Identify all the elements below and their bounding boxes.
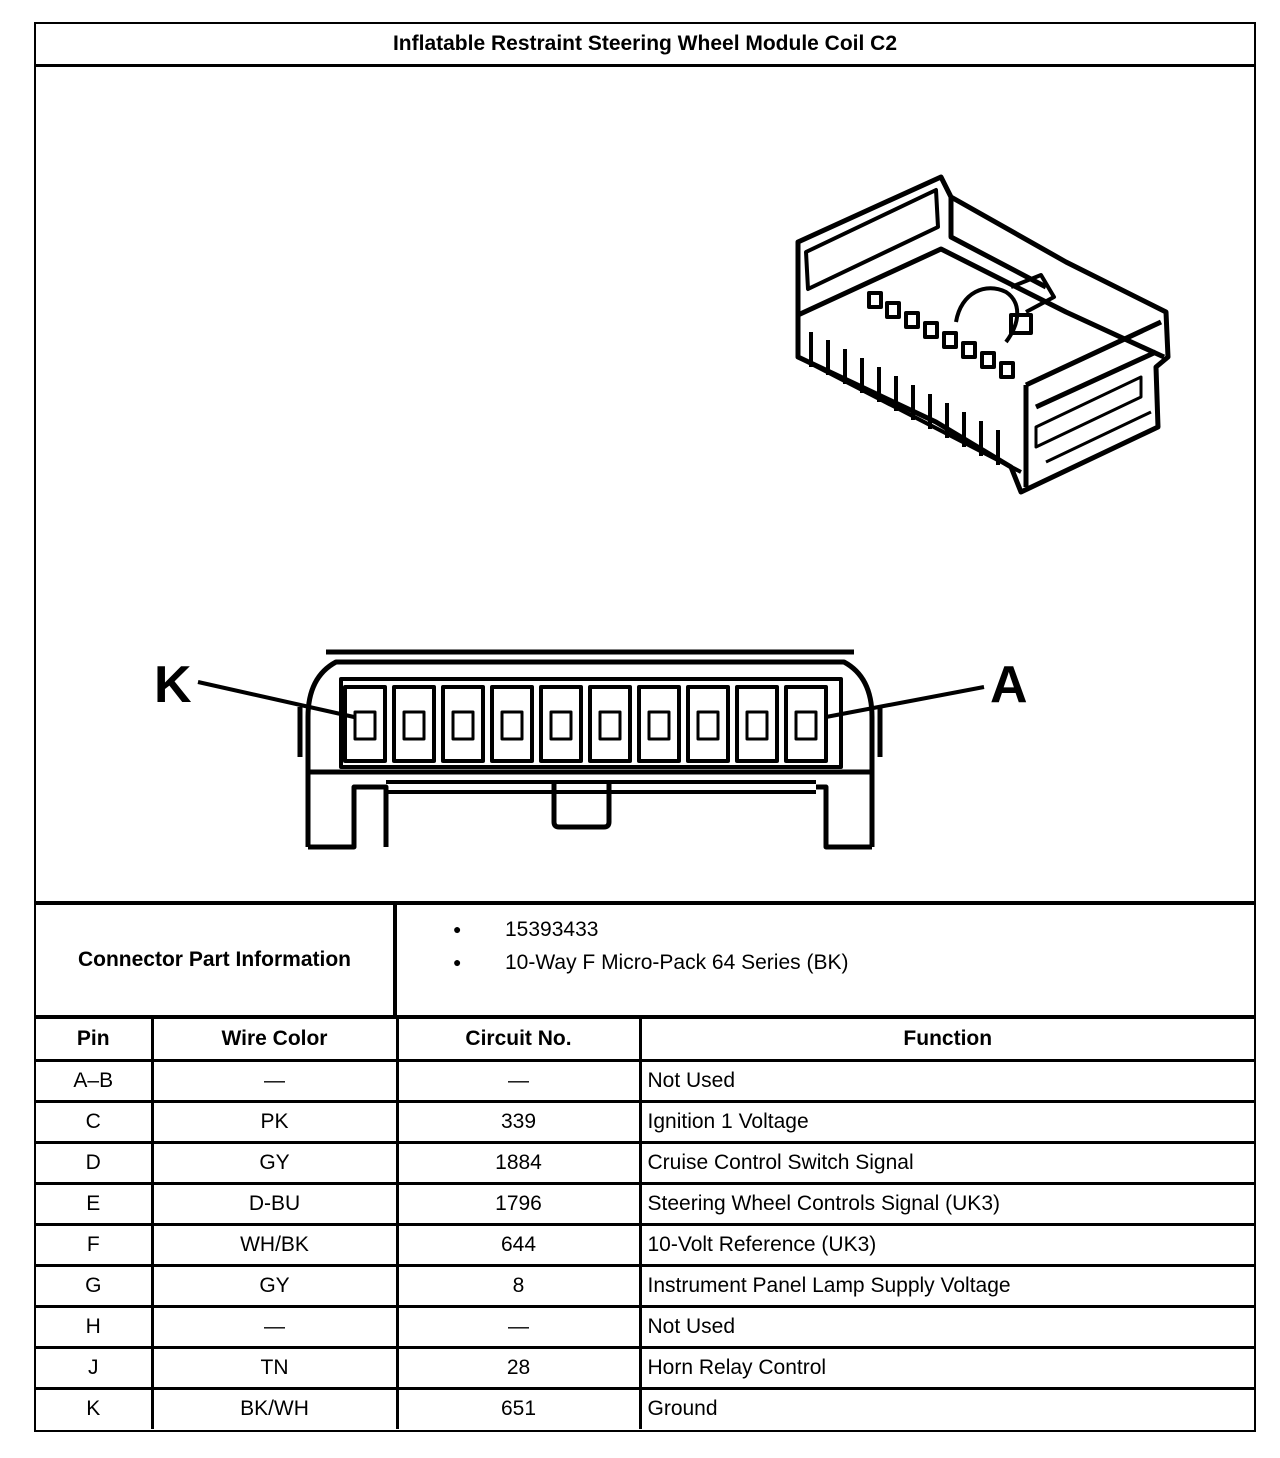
wire-color-cell: D-BU <box>152 1183 397 1224</box>
function-cell: Horn Relay Control <box>640 1347 1254 1388</box>
circuit-cell: 1796 <box>397 1183 640 1224</box>
function-cell: Ground <box>640 1388 1254 1429</box>
table-row <box>36 1265 1254 1306</box>
wire-color-cell: GY <box>152 1265 397 1306</box>
connector-description-item: ● 10-Way F Micro-Pack 64 Series (BK) <box>397 946 848 979</box>
function-cell: Not Used <box>640 1306 1254 1347</box>
pin-cell: J <box>36 1347 152 1388</box>
table-row <box>36 1347 1254 1388</box>
pin-cell: F <box>36 1224 152 1265</box>
pinout-table <box>36 1019 1254 1429</box>
pin-a-leader-line <box>826 687 984 717</box>
connector-figure <box>36 67 1254 901</box>
function-cell: Instrument Panel Lamp Supply Voltage <box>640 1265 1254 1306</box>
function-cell: Steering Wheel Controls Signal (UK3) <box>640 1183 1254 1224</box>
circuit-cell: — <box>397 1060 640 1101</box>
part-number-item: ● 15393433 <box>397 913 848 946</box>
pin-cell: K <box>36 1388 152 1429</box>
wire-color-cell: PK <box>152 1101 397 1142</box>
circuit-cell: — <box>397 1306 640 1347</box>
wire-color-cell: TN <box>152 1347 397 1388</box>
connector-front-view <box>198 652 984 847</box>
connector-isometric-view <box>798 177 1168 492</box>
connector-part-info-label: Connector Part Information <box>36 905 397 1015</box>
circuit-cell: 339 <box>397 1101 640 1142</box>
table-row <box>36 1183 1254 1224</box>
function-cell: Ignition 1 Voltage <box>640 1101 1254 1142</box>
connector-part-info-list <box>397 913 848 979</box>
connector-sheet <box>34 22 1256 1432</box>
function-cell: Cruise Control Switch Signal <box>640 1142 1254 1183</box>
pin-cell: G <box>36 1265 152 1306</box>
table-row <box>36 1306 1254 1347</box>
pin-cell: H <box>36 1306 152 1347</box>
pin-cell: E <box>36 1183 152 1224</box>
pin-cell: A–B <box>36 1060 152 1101</box>
wire-color-cell: — <box>152 1306 397 1347</box>
pin-header: Pin <box>36 1019 152 1060</box>
circuit-cell: 8 <box>397 1265 640 1306</box>
function-cell: Not Used <box>640 1060 1254 1101</box>
wire-color-cell: BK/WH <box>152 1388 397 1429</box>
wire-color-cell: GY <box>152 1142 397 1183</box>
wire-color-header: Wire Color <box>152 1019 397 1060</box>
function-cell: 10-Volt Reference (UK3) <box>640 1224 1254 1265</box>
sheet-title: Inflatable Restraint Steering Wheel Module Coil C2 <box>36 24 1254 67</box>
pin-cell: D <box>36 1142 152 1183</box>
table-row <box>36 1101 1254 1142</box>
table-row <box>36 1142 1254 1183</box>
connector-part-info <box>36 901 1254 1019</box>
table-header-row <box>36 1019 1254 1060</box>
circuit-header: Circuit No. <box>397 1019 640 1060</box>
table-row <box>36 1224 1254 1265</box>
pin-a-label: A <box>990 656 1028 714</box>
pin-k-leader-line <box>198 682 354 717</box>
table-row <box>36 1060 1254 1101</box>
circuit-cell: 651 <box>397 1388 640 1429</box>
function-header: Function <box>640 1019 1254 1060</box>
pin-cell: C <box>36 1101 152 1142</box>
pin-k-label: K <box>154 656 192 714</box>
table-row <box>36 1388 1254 1429</box>
circuit-cell: 644 <box>397 1224 640 1265</box>
circuit-cell: 28 <box>397 1347 640 1388</box>
connector-drawing <box>36 67 1254 901</box>
wire-color-cell: WH/BK <box>152 1224 397 1265</box>
circuit-cell: 1884 <box>397 1142 640 1183</box>
wire-color-cell: — <box>152 1060 397 1101</box>
